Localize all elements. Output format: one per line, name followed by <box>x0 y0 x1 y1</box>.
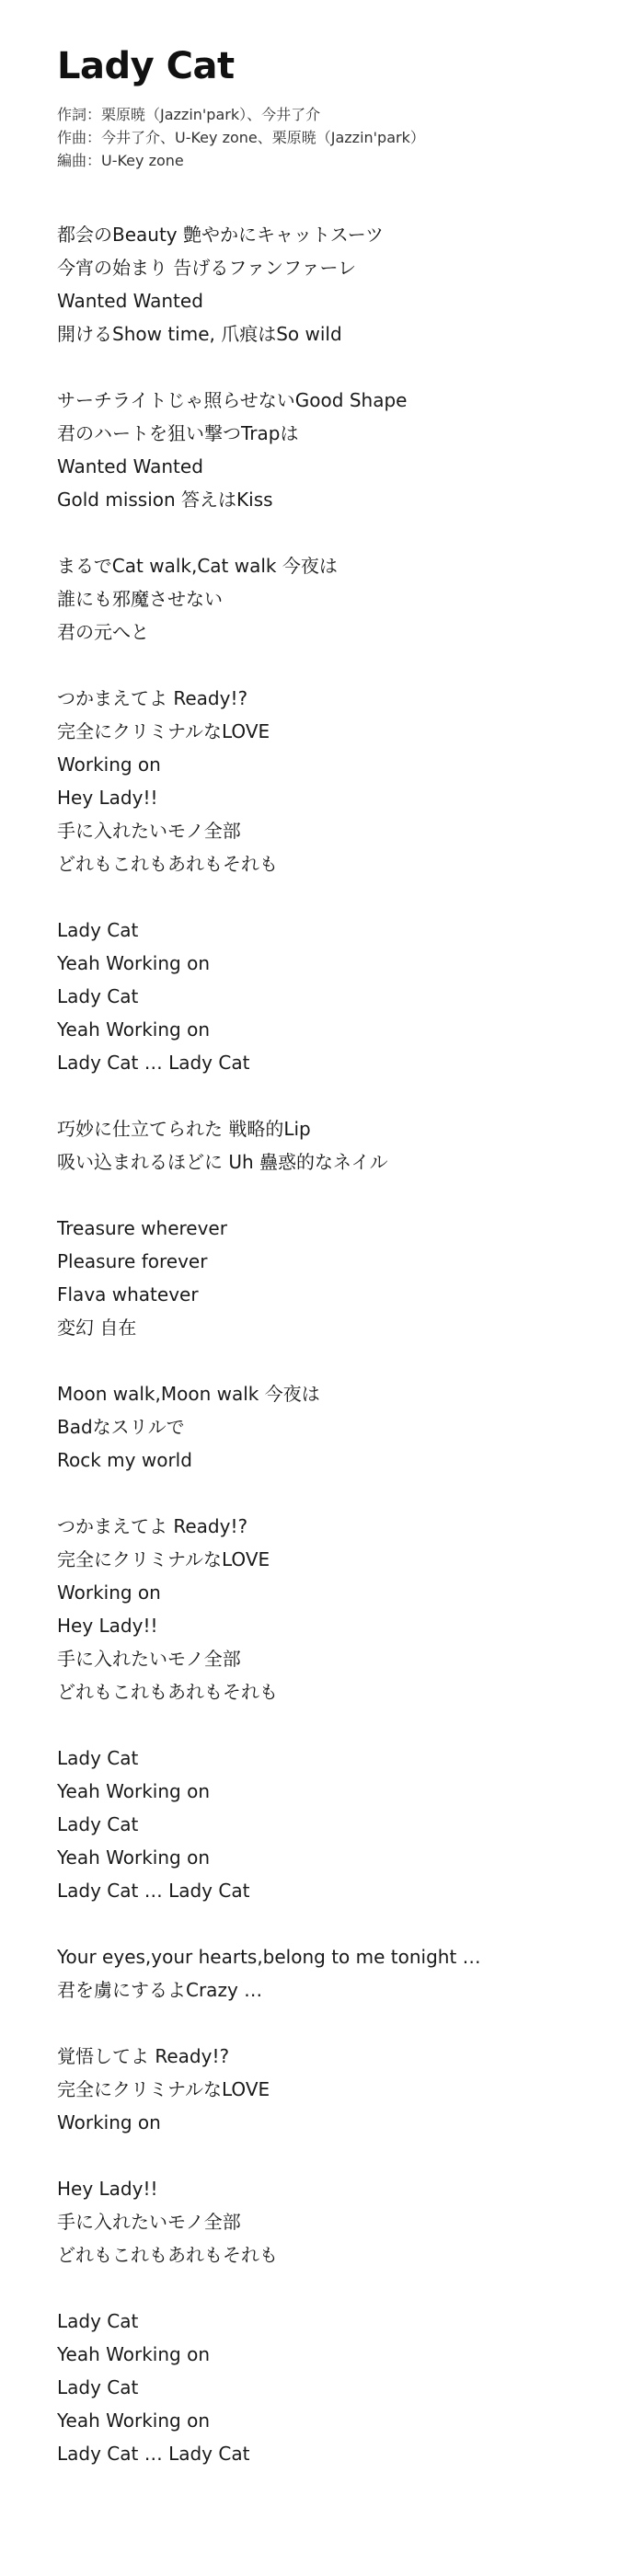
lyric-line: Badなスリルで <box>57 1416 185 1438</box>
lyrics-stanza <box>57 1742 644 1907</box>
lyric-line: Hey Lady!! <box>57 1615 158 1637</box>
lyric-line: Yeah Working on <box>57 1018 210 1041</box>
lyrics-stanza <box>57 2172 644 2271</box>
lyric-line: Rock my world <box>57 1449 192 1471</box>
lyric-line: Treasure wherever <box>57 1217 227 1239</box>
lyric-line: Lady Cat … Lady Cat <box>57 2443 250 2465</box>
lyric-line: どれもこれもあれもそれも <box>57 2244 278 2266</box>
lyrics-body <box>57 218 644 2470</box>
lyric-line: Lady Cat … Lady Cat <box>57 1052 250 1074</box>
lyric-line: Yeah Working on <box>57 2409 210 2432</box>
lyric-line: 開けるShow time, 爪痕はSo wild <box>57 323 342 345</box>
lyric-line: Wanted Wanted <box>57 455 203 477</box>
lyric-line: Lady Cat <box>57 2376 139 2398</box>
lyric-line: 吸い込まれるほどに Uh 蠱惑的なネイル <box>57 1151 388 1173</box>
lyrics-stanza <box>57 914 644 1079</box>
lyric-line: Wanted Wanted <box>57 290 203 312</box>
lyric-line: 変幻 自在 <box>57 1317 137 1339</box>
lyric-line: 手に入れたいモノ全部 <box>57 1648 241 1670</box>
lyric-line: 都会のBeauty 艶やかにキャットスーツ <box>57 224 384 246</box>
lyric-line: Working on <box>57 1581 161 1604</box>
lyric-line: Lady Cat <box>57 1813 139 1835</box>
lyric-line: まるでCat walk,Cat walk 今夜は <box>57 555 338 577</box>
lyric-line: 完全にクリミナルなLOVE <box>57 2078 270 2100</box>
lyric-line: Lady Cat <box>57 2310 139 2332</box>
lyrics-stanza <box>57 1112 644 1179</box>
lyric-line: 完全にクリミナルなLOVE <box>57 720 270 742</box>
lyric-line: Yeah Working on <box>57 1780 210 1802</box>
lyric-line: Working on <box>57 2111 161 2133</box>
lyrics-stanza <box>57 218 644 351</box>
lyric-line: サーチライトじゃ照らせないGood Shape <box>57 389 408 411</box>
composer-credit: 作曲：今井了介、U-Key zone、栗原暁（Jazzin'park） <box>57 129 425 146</box>
lyric-line: 今宵の始まり 告げるファンファーレ <box>57 257 357 279</box>
lyric-line: Working on <box>57 753 161 776</box>
lyrics-stanza <box>57 549 644 649</box>
lyric-line: 君のハートを狙い撃つTrapは <box>57 422 299 444</box>
lyric-line: Hey Lady!! <box>57 787 158 809</box>
lyric-line: 誰にも邪魔させない <box>57 588 223 610</box>
lyrics-stanza <box>57 1377 644 1477</box>
lyrics-stanza <box>57 1212 644 1344</box>
lyric-line: Flava whatever <box>57 1283 199 1305</box>
lyric-line: つかまえてよ Ready!? <box>57 1515 248 1537</box>
lyric-line: Lady Cat <box>57 985 139 1007</box>
song-title: Lady Cat <box>57 45 235 87</box>
lyric-line: Moon walk,Moon walk 今夜は <box>57 1383 320 1405</box>
lyric-line: 完全にクリミナルなLOVE <box>57 1548 270 1570</box>
song-credits <box>57 103 644 172</box>
lyrics-stanza <box>57 1940 644 2007</box>
lyric-line: 君を虜にするよCrazy … <box>57 1979 263 2001</box>
lyrics-stanza <box>57 682 644 880</box>
lyrics-stanza <box>57 1510 644 1708</box>
lyric-line: Gold mission 答えはKiss <box>57 489 273 511</box>
lyric-line: Yeah Working on <box>57 1846 210 1869</box>
lyric-line: Hey Lady!! <box>57 2178 158 2200</box>
lyric-line: Lady Cat … Lady Cat <box>57 1880 250 1902</box>
lyric-line: どれもこれもあれもそれも <box>57 1681 278 1703</box>
lyric-line: 手に入れたいモノ全部 <box>57 2211 241 2233</box>
lyric-line: 覚悟してよ Ready!? <box>57 2045 230 2067</box>
lyric-line: つかまえてよ Ready!? <box>57 687 248 709</box>
lyric-line: Pleasure forever <box>57 1250 208 1272</box>
lyrics-stanza <box>57 2040 644 2139</box>
lyric-line: 手に入れたいモノ全部 <box>57 820 241 842</box>
lyric-line: Your eyes,your hearts,belong to me tonight … <box>57 1946 481 1968</box>
lyrics-stanza <box>57 2305 644 2470</box>
lyric-line: Lady Cat <box>57 919 139 941</box>
lyric-line: Yeah Working on <box>57 952 210 974</box>
lyric-line: 巧妙に仕立てられた 戦略的Lip <box>57 1118 311 1140</box>
lyricist-credit: 作詞：栗原暁（Jazzin'park）、今井了介 <box>57 106 321 123</box>
lyric-line: どれもこれもあれもそれも <box>57 853 278 875</box>
lyric-line: Lady Cat <box>57 1747 139 1769</box>
lyrics-stanza <box>57 384 644 516</box>
lyric-line: Yeah Working on <box>57 2343 210 2365</box>
arranger-credit: 編曲：U-Key zone <box>57 152 184 169</box>
lyric-line: 君の元へと <box>57 621 149 643</box>
